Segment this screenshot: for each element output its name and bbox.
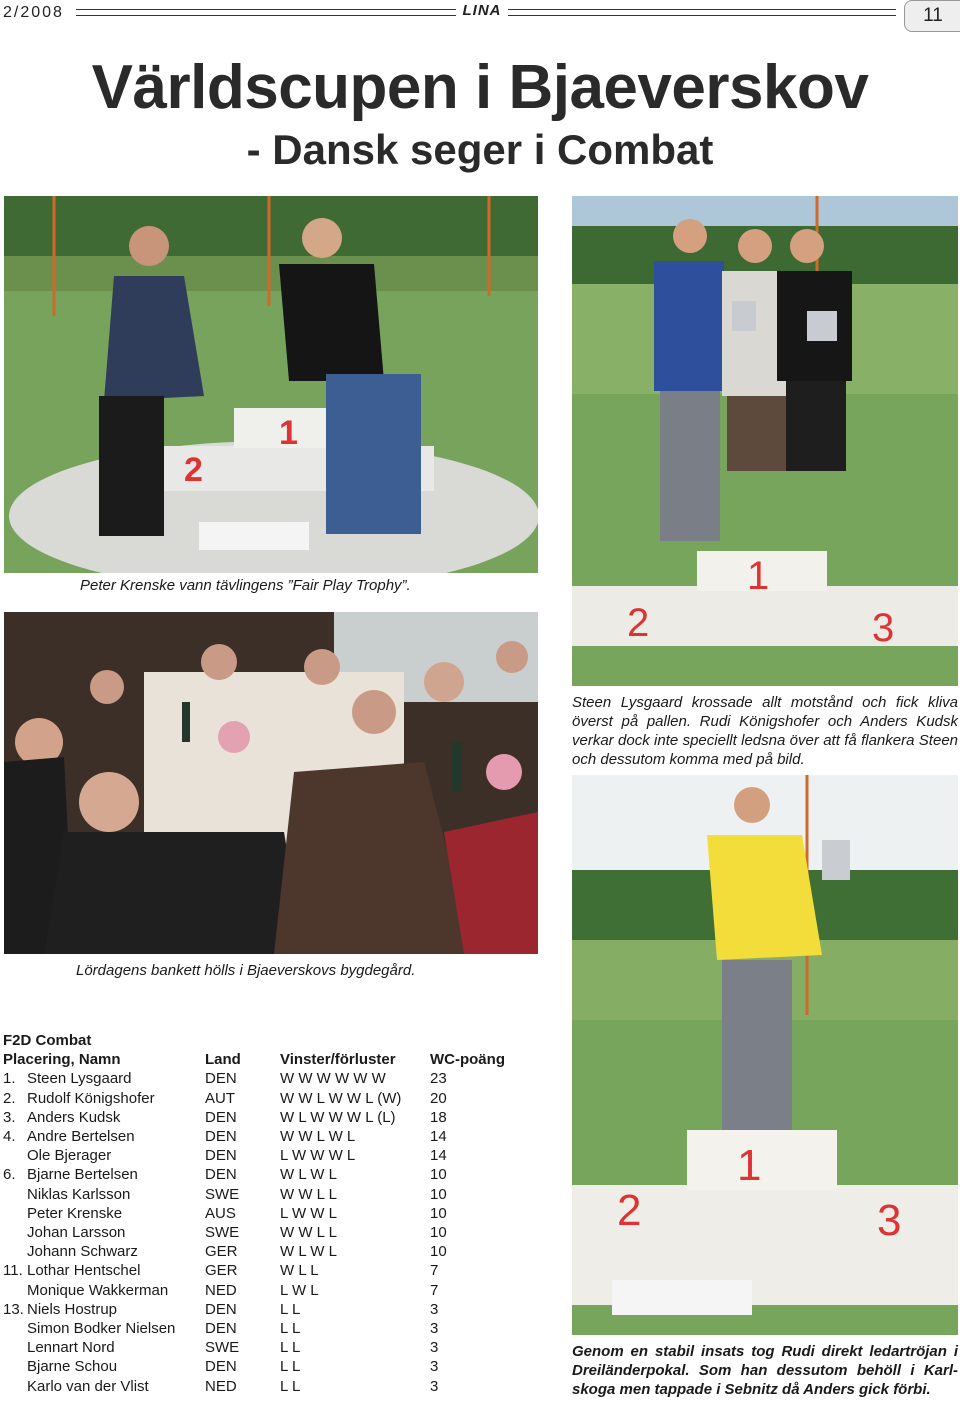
- results-header-row: [3, 1050, 505, 1069]
- cell-place: [3, 1242, 27, 1261]
- caption-podium-trio: Steen Lysgaard krossade allt motstånd och fick kliva överst på pallen. Rudi Königshofer och Anders Kudsk verkar dock inte speciellt ledsna över att få flankera Steen och dessutom komma med på bild.: [572, 694, 958, 768]
- cell-record: L L: [280, 1339, 301, 1357]
- results-body: [3, 1069, 505, 1395]
- photo-handshake: [4, 196, 538, 573]
- cell-place: [3, 1319, 27, 1338]
- cell-name: Niels Hostrup: [27, 1300, 118, 1318]
- cell-record: L L: [280, 1358, 301, 1376]
- podium-number: 1: [279, 414, 298, 452]
- cell-name: Peter Krenske: [27, 1204, 123, 1222]
- table-row: [3, 1338, 505, 1357]
- article-subtitle: [0, 126, 960, 174]
- cell-record: L L: [280, 1320, 301, 1338]
- cell-name: Steen Lysgaard: [27, 1070, 132, 1088]
- header-country: Land: [205, 1051, 241, 1069]
- table-row: [3, 1377, 505, 1396]
- cell-record: W L W W W L (L): [280, 1108, 396, 1126]
- cell-points: 10: [430, 1243, 447, 1261]
- podium-number: 3: [872, 606, 895, 650]
- cell-points: 3: [430, 1320, 439, 1338]
- table-row: [3, 1281, 505, 1300]
- cell-country: DEN: [205, 1166, 237, 1184]
- podium-number: 2: [617, 1186, 642, 1235]
- table-row: [3, 1204, 505, 1223]
- podium-number: 1: [737, 1141, 762, 1190]
- cell-place: [3, 1223, 27, 1242]
- table-row: [3, 1319, 505, 1338]
- cell-name: Monique Wakkerman: [27, 1281, 169, 1299]
- podium-number: 1: [747, 554, 770, 598]
- table-row: [3, 1069, 505, 1088]
- cell-points: 14: [430, 1128, 447, 1146]
- cell-place: [3, 1146, 27, 1165]
- results-table: [3, 1031, 563, 1396]
- table-row: [3, 1261, 505, 1280]
- cell-place: [3, 1357, 27, 1376]
- cell-place: [3, 1204, 27, 1223]
- table-row: [3, 1165, 505, 1184]
- cell-points: 18: [430, 1108, 447, 1126]
- cell-record: W W L L: [280, 1224, 337, 1242]
- issue-number: 2/2008: [3, 4, 64, 21]
- cell-country: DEN: [205, 1358, 237, 1376]
- cell-country: AUT: [205, 1089, 235, 1107]
- cell-record: L W W L: [280, 1204, 337, 1222]
- cell-country: DEN: [205, 1128, 237, 1146]
- cell-place: 11.: [3, 1262, 23, 1280]
- caption-banquet: Lördagens bankett hölls i Bjaeverskovs bygdegård.: [76, 962, 416, 979]
- cell-country: DEN: [205, 1070, 237, 1088]
- cell-record: L L: [280, 1300, 301, 1318]
- cell-place: 3.: [3, 1108, 16, 1126]
- cell-place: [3, 1338, 27, 1357]
- cell-name: Niklas Karlsson: [27, 1185, 131, 1203]
- cell-name: Bjarne Schou: [27, 1358, 118, 1376]
- cell-points: 3: [430, 1358, 439, 1376]
- cell-points: 7: [430, 1262, 439, 1280]
- podium-number: 2: [184, 451, 203, 489]
- cell-record: W W L W L: [280, 1128, 356, 1146]
- cell-points: 3: [430, 1377, 439, 1395]
- table-row: [3, 1300, 505, 1319]
- magazine-logo: LINA: [456, 2, 508, 22]
- cell-place: 1.: [3, 1070, 16, 1088]
- cell-record: W W L L: [280, 1185, 337, 1203]
- podium-number: 3: [877, 1196, 902, 1245]
- header-points: WC-poäng: [430, 1051, 505, 1069]
- cell-record: L L: [280, 1377, 301, 1395]
- cell-record: W L L: [280, 1262, 319, 1280]
- results-section-title: F2D Combat: [3, 1032, 92, 1049]
- cell-country: SWE: [205, 1185, 240, 1203]
- results-grid: [3, 1050, 505, 1396]
- cell-points: 7: [430, 1281, 439, 1299]
- table-row: [3, 1089, 505, 1108]
- cell-place: 2.: [3, 1089, 16, 1107]
- cell-country: AUS: [205, 1204, 236, 1222]
- cell-name: Bjarne Bertelsen: [27, 1166, 138, 1184]
- cell-name: Johan Larsson: [27, 1224, 126, 1242]
- cell-country: SWE: [205, 1339, 240, 1357]
- table-row: [3, 1357, 505, 1376]
- table-row: [3, 1127, 505, 1146]
- cell-place: [3, 1185, 27, 1204]
- cell-name: Rudolf Königshofer: [27, 1089, 155, 1107]
- cell-country: GER: [205, 1243, 238, 1261]
- cell-record: W L W L: [280, 1243, 337, 1261]
- cell-record: L W L: [280, 1281, 319, 1299]
- cell-place: 13.: [3, 1300, 24, 1318]
- cell-country: DEN: [205, 1300, 237, 1318]
- cell-country: DEN: [205, 1320, 237, 1338]
- cell-record: W L W L: [280, 1166, 337, 1184]
- cell-points: 10: [430, 1166, 447, 1184]
- caption-rudi-podium: Genom en stabil insats tog Rudi direkt ledartröjan i Dreiländerpokal. Som han dessutom behöll i Karl-skoga men tappade i Sebnitz då Anders gick förbi.: [572, 1343, 958, 1398]
- photo-podium-trio: [572, 196, 958, 686]
- header-placement: Placering, Namn: [3, 1051, 121, 1069]
- cell-points: 10: [430, 1185, 447, 1203]
- cell-name: Simon Bodker Nielsen: [27, 1320, 176, 1338]
- cell-record: W W W W W W: [280, 1070, 386, 1088]
- cell-country: DEN: [205, 1108, 237, 1126]
- cell-points: 23: [430, 1070, 447, 1088]
- cell-name: Lothar Hentschel: [27, 1262, 141, 1280]
- cell-place: [3, 1281, 27, 1300]
- cell-country: SWE: [205, 1224, 240, 1242]
- table-row: [3, 1146, 505, 1165]
- cell-place: 6.: [3, 1166, 16, 1184]
- page-number: 11: [904, 0, 960, 32]
- table-row: [3, 1108, 505, 1127]
- cell-name: Andre Bertelsen: [27, 1128, 135, 1146]
- table-row: [3, 1185, 505, 1204]
- cell-name: Lennart Nord: [27, 1339, 115, 1357]
- article-title: Världscupen i Bjaeverskov: [91, 53, 869, 122]
- cell-points: 10: [430, 1204, 447, 1222]
- cell-points: 20: [430, 1089, 447, 1107]
- cell-name: Johann Schwarz: [27, 1243, 138, 1261]
- cell-name: Ole Bjerager: [27, 1147, 112, 1165]
- subtitle-text: - Dansk seger i Combat: [246, 126, 714, 173]
- cell-country: GER: [205, 1262, 238, 1280]
- cell-place: [3, 1377, 27, 1396]
- caption-handshake: Peter Krenske vann tävlingens ”Fair Play Trophy”.: [80, 577, 411, 594]
- cell-points: 3: [430, 1300, 439, 1318]
- cell-points: 14: [430, 1147, 447, 1165]
- cell-name: Karlo van der Vlist: [27, 1377, 149, 1395]
- cell-points: 10: [430, 1224, 447, 1242]
- cell-points: 3: [430, 1339, 439, 1357]
- table-row: [3, 1223, 505, 1242]
- photo-rudi-podium: [572, 775, 958, 1335]
- table-row: [3, 1242, 505, 1261]
- cell-country: DEN: [205, 1147, 237, 1165]
- header-record: Vinster/förluster: [280, 1051, 396, 1069]
- cell-country: NED: [205, 1377, 237, 1395]
- photo-banquet: [4, 612, 538, 954]
- cell-record: W W L W W L (W): [280, 1089, 402, 1107]
- cell-name: Anders Kudsk: [27, 1108, 121, 1126]
- cell-place: 4.: [3, 1128, 16, 1146]
- cell-record: L W W W L: [280, 1147, 356, 1165]
- cell-country: NED: [205, 1281, 237, 1299]
- podium-number: 2: [627, 601, 650, 645]
